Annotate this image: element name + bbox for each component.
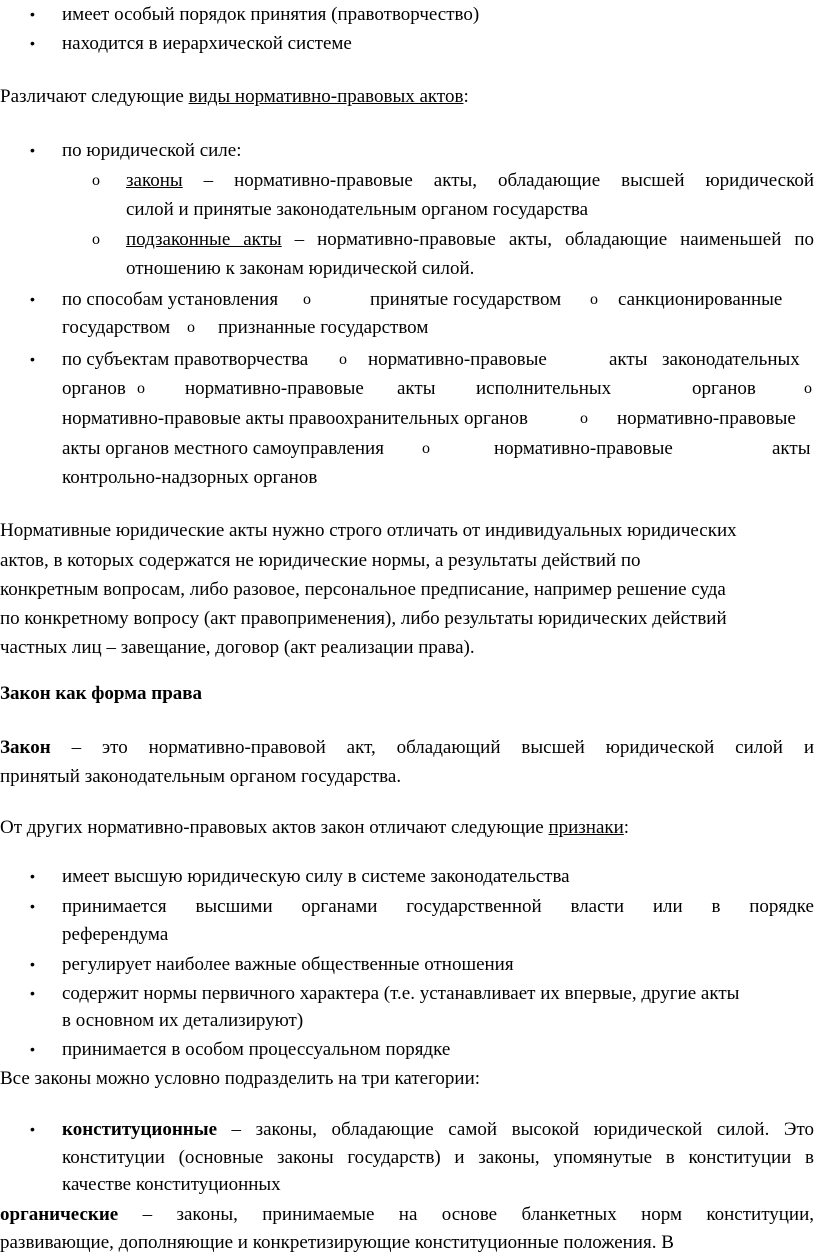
text: конституции (основные законы государств) и законы, упомянутые в конституции в xyxy=(62,1147,814,1168)
bullet-mark: • xyxy=(30,351,35,367)
underlined-term: признаки xyxy=(548,817,624,838)
text: – нормативно-правовые акты, обладающие высшей юридической xyxy=(182,170,814,191)
text: признанные государством xyxy=(218,317,429,338)
bullet-mark: • xyxy=(30,898,35,914)
bullet-mark: • xyxy=(30,35,35,51)
list-item: находится в иерархической системе xyxy=(62,33,352,54)
list-item: имеет особый порядок принятия (правотворчество) xyxy=(62,4,480,25)
text: по способам установления xyxy=(62,289,279,310)
text: нормативно-правовые акты правоохранительных органов xyxy=(62,408,528,429)
categories-intro: Все законы можно условно подразделить на три категории: xyxy=(0,1068,481,1089)
list-item-continuation: отношению к законам юридической силой. xyxy=(126,258,475,279)
bullet-mark: • xyxy=(30,142,35,158)
definition-paragraph xyxy=(0,733,814,762)
list-item: по юридической силе: xyxy=(62,140,242,161)
text: акты органов местного самоуправления xyxy=(62,438,384,459)
bold-term: Закон xyxy=(0,737,51,758)
list-item xyxy=(126,166,814,195)
text: – законы, обладающие самой высокой юридической силой. Это xyxy=(217,1119,814,1140)
features-intro xyxy=(0,813,629,842)
definition-continuation: принятый законодательным органом государства. xyxy=(0,766,402,787)
text: : xyxy=(463,86,469,107)
list-item: принимается в особом процессуальном порядке xyxy=(62,1039,451,1060)
text: законодательных xyxy=(662,349,800,370)
bullet-mark: • xyxy=(30,956,35,972)
sub-bullet-mark: o xyxy=(92,172,100,189)
text: акты xyxy=(772,438,811,459)
bullet-mark: • xyxy=(30,291,35,307)
organic-continuation: развивающие, дополняющие и конкретизирующие конституционные положения. В xyxy=(0,1232,674,1253)
text: нормативно-правовые xyxy=(368,349,547,370)
paragraph-line: актов, в которых содержатся не юридические нормы, а результаты действий по xyxy=(0,550,641,571)
text: акты xyxy=(609,349,648,370)
text: – нормативно-правовые акты, обладающие наименьшей по xyxy=(281,229,814,250)
list-item xyxy=(62,1115,814,1144)
types-intro xyxy=(0,82,469,111)
paragraph-line: по конкретному вопросу (акт правоприменения), либо результаты юридических действий xyxy=(0,608,727,629)
sub-bullet-mark: o xyxy=(187,319,195,336)
list-item-continuation: качестве конституционных xyxy=(62,1174,281,1195)
bullet-mark: • xyxy=(30,1041,35,1057)
paragraph-line: частных лиц – завещание, договор (акт реализации права). xyxy=(0,637,475,658)
sub-bullet-mark: o xyxy=(580,410,588,427)
text: санкционированные xyxy=(618,289,783,310)
text: принятые государством xyxy=(370,289,562,310)
underlined-term: законы xyxy=(126,170,183,191)
paragraph-line: конкретным вопросам, либо разовое, персональное предписание, например решение суда xyxy=(0,579,726,600)
text: государством xyxy=(62,317,171,338)
sub-bullet-mark: o xyxy=(303,291,311,308)
sub-bullet-mark: o xyxy=(590,291,598,308)
bold-term: конституционные xyxy=(62,1119,217,1140)
list-item-continuation xyxy=(62,1143,814,1172)
text: принимается высшими органами государственной власти или в порядке xyxy=(62,896,814,917)
underlined-term: виды нормативно-правовых актов xyxy=(188,86,464,107)
organic-paragraph xyxy=(0,1200,814,1229)
list-item: регулирует наиболее важные общественные отношения xyxy=(62,954,514,975)
text: нормативно-правовые xyxy=(617,408,796,429)
bullet-mark: • xyxy=(30,1121,35,1137)
text: От других нормативно-правовых актов закон отличают следующие xyxy=(0,817,549,838)
bullet-mark: • xyxy=(30,6,35,22)
sub-bullet-mark: o xyxy=(422,440,430,457)
underlined-term: подзаконные акты xyxy=(126,229,282,250)
list-item: содержит нормы первичного характера (т.е. устанавливает их впервые, другие акты xyxy=(62,983,740,1004)
text: нормативно-правовые xyxy=(185,378,364,399)
list-item-continuation: референдума xyxy=(62,924,169,945)
sub-bullet-mark: o xyxy=(339,351,347,368)
text: – законы, принимаемые на основе бланкетных норм конституции, xyxy=(118,1204,814,1225)
sub-bullet-mark: o xyxy=(92,231,100,248)
text: контрольно-надзорных органов xyxy=(62,467,318,488)
paragraph-line: Нормативные юридические акты нужно строго отличать от индивидуальных юридических xyxy=(0,520,737,541)
sub-bullet-mark: o xyxy=(137,380,145,397)
list-item-continuation: силой и принятые законодательным органом государства xyxy=(126,199,589,220)
text: Различают следующие xyxy=(0,86,189,107)
list-item xyxy=(62,892,814,921)
text: органов xyxy=(62,378,126,399)
text: акты xyxy=(397,378,436,399)
list-item xyxy=(126,225,814,254)
text: исполнительных xyxy=(476,378,612,399)
text: по субъектам правотворчества xyxy=(62,349,309,370)
bold-term: органические xyxy=(0,1204,119,1225)
text: нормативно-правовые xyxy=(494,438,673,459)
bullet-mark: • xyxy=(30,985,35,1001)
text: – это нормативно-правовой акт, обладающий высшей юридической силой и xyxy=(50,737,814,758)
sub-bullet-mark: o xyxy=(804,380,812,397)
section-heading: Закон как форма права xyxy=(0,683,203,704)
text: органов xyxy=(692,378,756,399)
text: : xyxy=(623,817,630,838)
bullet-mark: • xyxy=(30,868,35,884)
list-item: имеет высшую юридическую силу в системе законодательства xyxy=(62,866,570,887)
list-item-continuation: в основном их детализируют) xyxy=(62,1010,304,1031)
